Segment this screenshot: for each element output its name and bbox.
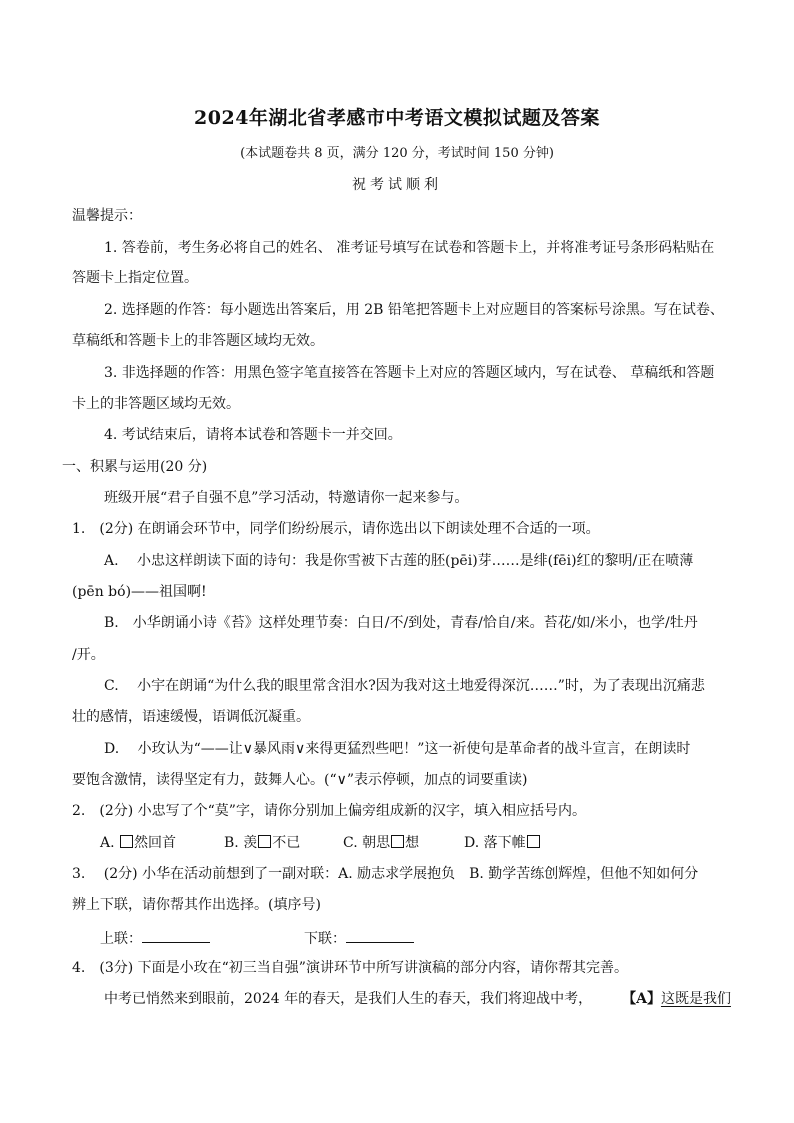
section-1-intro: 班级开展“君子自强不息”学习活动，特邀请你一起来参与。 bbox=[104, 490, 469, 506]
tip-3-line-1: 3. 非选择题的作答：用黑色签字笔直接答在答题卡上对应的答题区域内，写在试卷、 草稿纸和答题 bbox=[104, 365, 715, 381]
q2-option-c-prefix: C. 朝思 bbox=[343, 835, 391, 851]
tips-heading: 温馨提示： bbox=[72, 208, 142, 224]
q4-stem: 4. (3分) 下面是小玫在“初三当自强”演讲环节中所写讲演稿的部分内容，请你帮其完善。 bbox=[72, 960, 628, 976]
q1-option-d-line-1: D. 小玫认为“——让∨暴风雨∨来得更猛烈些吧！”这一祈使句是革命者的战斗宣言，在朗读时 bbox=[104, 741, 691, 757]
q2-option-b-suffix: 不已 bbox=[272, 835, 301, 851]
q1-option-a-line-2: (pēn bó)——祖国啊! bbox=[72, 584, 207, 600]
q3-upper-couplet bbox=[100, 928, 210, 948]
q3-line-1: 3. (2分) 小华在活动前想到了一副对联：A. 励志求学展抱负 B. 勤学苦练创辉煌，但他不知如何分 bbox=[72, 866, 699, 882]
tip-2-line-2: 草稿纸和答题卡上的非答题区域均无效。 bbox=[72, 333, 324, 349]
q2-blank-d[interactable] bbox=[527, 835, 540, 848]
q2-stem: 2. (2分) 小忠写了个“莫”字，请你分别加上偏旁组成新的汉字，填入相应括号内。 bbox=[72, 803, 586, 819]
q1-option-c-line-2: 壮的感情，语速缓慢，语调低沉凝重。 bbox=[72, 709, 310, 725]
q4-passage-line-1 bbox=[104, 990, 731, 1008]
tip-2-line-1: 2. 选择题的作答：每小题选出答案后，用 2B 铅笔把答题卡上对应题目的答案标号涂黑。写在试卷、 bbox=[104, 302, 724, 318]
tip-4-line-1: 4. 考试结束后，请将本试卷和答题卡一并交回。 bbox=[104, 427, 402, 443]
q3-line-2: 辨上下联，请你帮其作出选择。(填序号) bbox=[72, 897, 321, 913]
q2-blank-b[interactable] bbox=[258, 835, 271, 848]
q2-option-b-prefix: B. 羡 bbox=[224, 835, 258, 851]
q1-option-a-line-1: A. 小忠这样朗读下面的诗句：我是你雪被下古莲的胚(pēi)芽……是绯(fēi)红的黎明/正在喷薄 bbox=[104, 553, 694, 569]
section-1-heading: 一、积累与运用(20 分) bbox=[62, 459, 208, 475]
tip-1-line-2: 答题卡上指定位置。 bbox=[72, 270, 198, 286]
q4-marker-a: 【A】 bbox=[622, 991, 661, 1007]
good-luck-text: 祝考试顺利 bbox=[352, 177, 442, 193]
q3-lower-blank[interactable] bbox=[346, 928, 414, 943]
q2-blank-a[interactable] bbox=[120, 835, 133, 848]
q3-upper-label: 上联： bbox=[100, 931, 142, 947]
q2-option-d bbox=[464, 834, 541, 852]
q4-passage-text: 中考已悄然来到眼前，2024 年的春天，是我们人生的春天，我们将迎战中考， bbox=[104, 991, 593, 1007]
q2-option-a-suffix: 然回首 bbox=[134, 835, 177, 851]
q1-stem: 1. (2分) 在朗诵会环节中，同学们纷纷展示，请你选出以下朗读处理不合适的一项。 bbox=[72, 521, 600, 537]
q2-option-d-prefix: D. 落下帷 bbox=[464, 835, 526, 851]
q2-option-a-prefix: A. bbox=[100, 835, 120, 851]
q1-option-b-line-2: /开。 bbox=[72, 647, 105, 663]
q1-option-d-line-2: 要饱含激情，读得坚定有力，鼓舞人心。(“∨”表示停顿，加点的词要重读) bbox=[72, 772, 528, 788]
q4-underlined-sentence: 这既是我们 bbox=[660, 991, 731, 1007]
q3-lower-couplet bbox=[304, 928, 414, 948]
tip-1-line-1: 1. 答卷前，考生务必将自己的姓名、 准考证号填写在试卷和答题卡上，并将准考证号条形码粘贴在 bbox=[104, 240, 715, 256]
page-title: 2024年湖北省孝感市中考语文模拟试题及答案 bbox=[194, 107, 600, 129]
q2-option-c bbox=[343, 834, 419, 852]
tip-3-line-2: 卡上的非答题区域均无效。 bbox=[72, 396, 240, 412]
q2-option-a bbox=[100, 834, 176, 852]
q2-option-c-suffix: 想 bbox=[405, 835, 420, 851]
q1-option-c-line-1: C. 小宇在朗诵“为什么我的眼里常含泪水?因为我对这土地爱得深沉……”时，为了表现出沉痛悲 bbox=[104, 678, 705, 694]
exam-info: (本试题卷共 8 页，满分 120 分，考试时间 150 分钟) bbox=[240, 146, 554, 161]
q1-option-b-line-1: B. 小华朗诵小诗《苔》这样处理节奏：白日/不/到处，青春/恰自/来。苔花/如/米小，也学/牡丹 bbox=[104, 615, 698, 631]
q3-lower-label: 下联： bbox=[304, 931, 346, 947]
q3-upper-blank[interactable] bbox=[142, 928, 210, 943]
q2-blank-c[interactable] bbox=[391, 835, 404, 848]
q2-option-b bbox=[224, 834, 300, 852]
